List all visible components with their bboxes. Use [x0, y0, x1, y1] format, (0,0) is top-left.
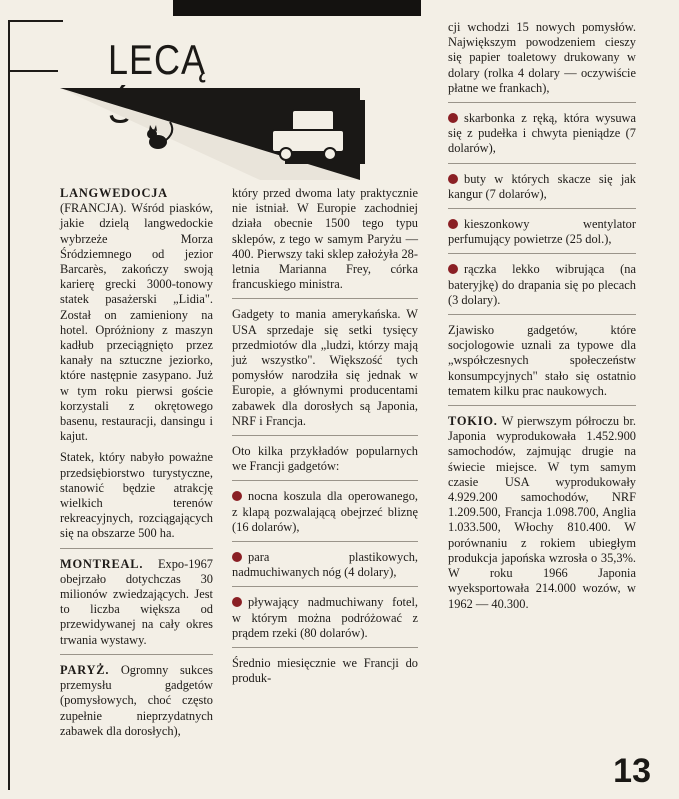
column-3	[448, 20, 636, 618]
bullet-icon	[448, 264, 458, 274]
bullet-icon	[232, 552, 242, 562]
lead-tokio: TOKIO.	[448, 414, 498, 429]
list-item: skarbonka z ręką, która wysuwa się z pudełka i chwyta pieniądze (7 dolarów),	[448, 111, 636, 156]
bullet-icon	[448, 113, 458, 123]
page-number: 13	[613, 752, 651, 790]
list-item: para plastikowych, nadmuchiwanych nóg (4 dolary),	[232, 550, 418, 580]
bullet-icon	[448, 174, 458, 184]
paragraph: Zjawisko gadgetów, które socjologowie uznali za typowe dla „współczesnych społeczeństw konsumpcyjnych" stało się ostatnio tematem kilku prac naukowych.	[448, 323, 636, 398]
bullet-icon	[232, 597, 242, 607]
paragraph: Expo-1967 obejrzało dotychczas 30 milionów zwiedzających. Jest to liczba większa od przewidywanej na cały okres trwania wystawy.	[60, 556, 213, 647]
paragraph: Średnio miesięcznie we Francji do produk-	[232, 656, 418, 686]
top-black-bar	[173, 0, 421, 16]
bullet-icon	[232, 491, 242, 501]
cartoon-illustration	[60, 82, 370, 182]
left-vertical-rule	[8, 20, 10, 790]
paragraph: Gadgety to mania amerykańska. W USA sprzedaje się setki tysięcy przedmiotów dla „ludzi, którzy mają już wszystko". Większość tych pomysłów narodziła się jednak w Europie, a głównymi producentami zabawek dla dorosłych są Japonia, NRF i Francja.	[232, 307, 418, 428]
column-1	[60, 186, 213, 745]
lead-langwedocja: LANGWEDOCJA	[60, 186, 168, 200]
lead-montreal: MONTREAL.	[60, 556, 144, 571]
left-horizontal-rule-2	[8, 70, 58, 72]
paragraph: który przed dwoma laty praktycznie nie istniał. W Europie zachodniej działa obecnie 1500 tego typu sklepów, z tego w samym Paryżu — 400. Pierwszy taki sklep założyła 28-letnia Marianna Frey, córka francuskiego ministra.	[232, 186, 418, 292]
list-item: buty w których skacze się jak kangur (7 dolarów),	[448, 171, 636, 201]
paragraph: Statek, który nabyło poważne przedsiębiorstwo turystyczne, stanowić będzie atrakcję wielkich terenów rekreacyjnych, rozciągających się na obszarze 500 ha.	[60, 450, 213, 541]
paragraph: (FRANCJA). Wśród piasków, jakie dzielą langwedockie wybrzeże Morza Śródziemnego od jezior Barcarès, zakończy swoją karierę grecki 3000-tonowy statek pasażerski „Lidia". Został on zamieniony na hotel. Opróżniony z maszyn kadłub przeciągnięto przez kanały na sztuczne jeziorko, które następnie zasypano. Już w tym roku pierwsi goście korzystali z okrętowego basenu, restauracji, dansingu i kajut.	[60, 201, 213, 444]
article-title: LECĄ	[108, 36, 207, 84]
list-item: kieszonkowy wentylator perfumujący powietrze (25 dol.),	[448, 217, 636, 247]
left-horizontal-rule	[8, 20, 63, 22]
lead-paryz: PARYŻ.	[60, 662, 110, 677]
paragraph: Ogromny sukces przemysłu gadgetów (pomysłowych, choć często zupełnie nieprzydatnych zabawek dla dorosłych),	[60, 662, 213, 738]
paragraph: Oto kilka przykładów popularnych we Francji gadgetów:	[232, 444, 418, 474]
column-2	[232, 186, 418, 692]
bullet-icon	[448, 219, 458, 229]
list-item: pływający nadmuchiwany fotel, w którym można podróżować z prądem rzeki (80 dolarów).	[232, 595, 418, 640]
list-item: rączka lekko wibrująca (na bateryjkę) do drapania się po plecach (3 dolary).	[448, 262, 636, 307]
paragraph: W pierwszym półroczu br. Japonia wyprodukowała 1.452.900 samochodów, zajmując drugie na świecie miejsce. W tym samym czasie USA wyprodukowały 4.929.200 samochodów, NRF 1.209.500, Francja 1.098.700, Anglia 1.033.500, Włochy 810.400. W porównaniu z rokiem ubiegłym produkcja japońska wzrosła o 35,3%. W roku 1966 Japonia wyeksportowała 214.000 wozów, w 1962 — 40.300.	[448, 414, 637, 611]
list-item: nocna koszula dla operowanego, z klapą pozwalającą obejrzeć bliznę (16 dolarów),	[232, 489, 418, 534]
paragraph: cji wchodzi 15 nowych pomysłów. Największym powodzeniem cieszy się papier toaletowy drukowany w dolary (rolka 4 dolary — oczywiście płatne we frankach),	[448, 20, 636, 95]
